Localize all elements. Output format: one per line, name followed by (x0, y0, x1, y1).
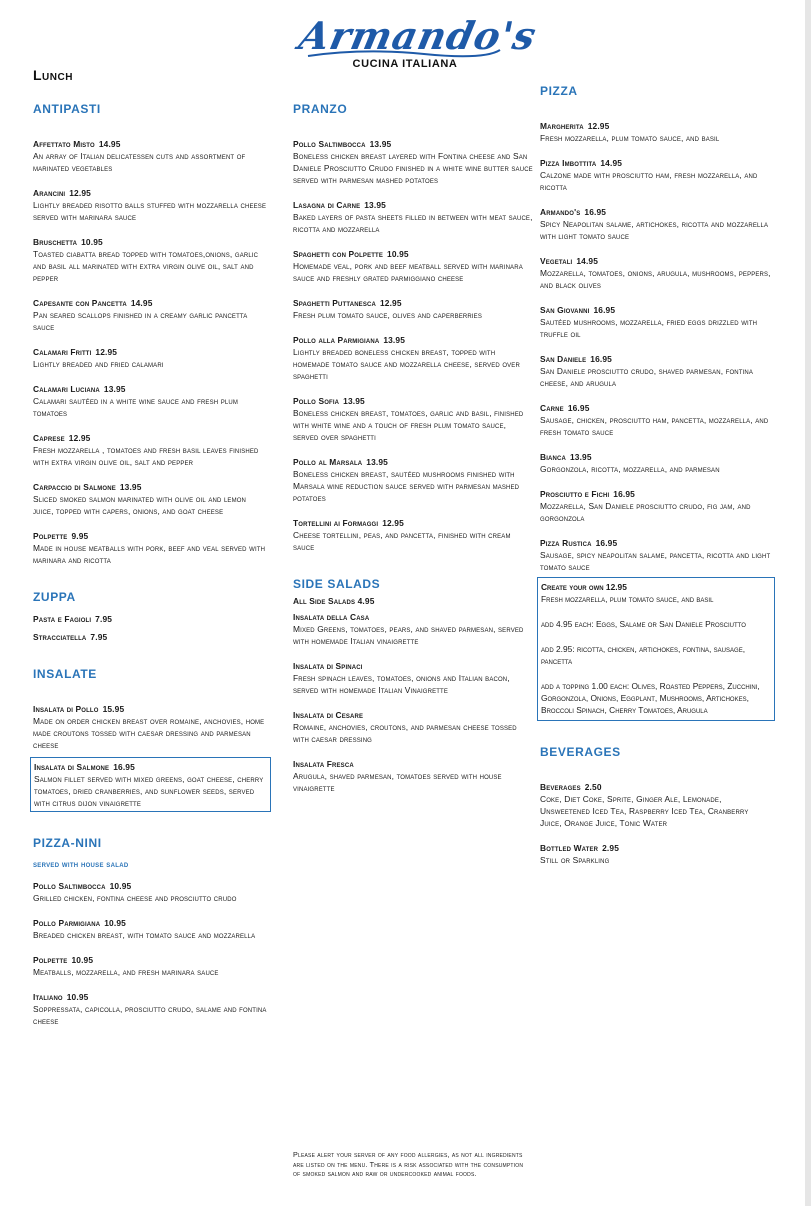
item-price: 10.95 (66, 992, 89, 1002)
item-price: 15.95 (102, 704, 125, 714)
item-name: Insalata di Pollo (33, 704, 99, 714)
item-name: Insalata di Cesare (293, 710, 364, 720)
menu-item (293, 297, 533, 321)
item-desc: Arugula, shaved parmesan, tomatoes served with house vinaigrette (293, 771, 502, 793)
item-price: 2.50 (584, 782, 602, 792)
menu-item (293, 758, 533, 794)
item-desc: Made in house meatballs with pork, beef and veal served with marinara and ricotta (33, 543, 266, 565)
item-desc: Soppressata, capicolla, prosciutto crudo, salame and fontina cheese (33, 1004, 267, 1026)
item-price: 10.95 (387, 249, 409, 259)
item-name: Pollo Parmigiana (33, 918, 101, 928)
item-desc: Mozzarella, tomatoes, onions, arugula, mushrooms, peppers, and black olives (540, 268, 771, 290)
menu-item (33, 631, 268, 643)
item-price: 14.95 (600, 158, 623, 168)
item-name: Carne (540, 403, 564, 413)
menu-item (293, 199, 533, 235)
item-desc: Still or Sparkling (540, 855, 610, 865)
item-price: 13.95 (383, 335, 406, 345)
item-desc: Coke, Diet Coke, Sprite, Ginger Ale, Lemonade, Unsweetened Iced Tea, Raspberry Iced Tea, Cranberry Juice, Orange Juice, Tonic Water (540, 794, 749, 828)
item-desc: Fresh mozzarella, plum tomato sauce, and basil (540, 133, 720, 143)
item-desc: Fresh plum tomato sauce, olives and caperberries (293, 310, 482, 320)
menu-item (293, 395, 533, 443)
item-price: 12.95 (69, 188, 91, 198)
menu-item (293, 456, 533, 504)
item-price: 9.95 (71, 531, 89, 541)
menu-column-center (293, 102, 533, 807)
menu-item (33, 613, 268, 625)
item-desc: Toasted ciabatta bread topped with tomatoes,onions, garlic and basil all marinated with extra virgin olive oil, salt and pepper (33, 249, 259, 283)
item-desc: Romaine, anchovies, croutons, and parmesan cheese tossed with caesar dressing (293, 722, 517, 744)
item-name: Bruschetta (33, 237, 78, 247)
page-heading: Lunch (33, 67, 73, 83)
item-price: 13.95 (343, 396, 365, 406)
item-name: Insalata di Spinaci (293, 661, 363, 671)
item-desc: Baked layers of pasta sheets filled in between with meat sauce, ricotta and mozzarella (293, 212, 533, 234)
item-desc: An array of Italian delicatessen cuts and assortment of marinated vegetables (33, 151, 246, 173)
antipasti-list (33, 138, 268, 566)
item-desc: Boneless chicken breast, sautéed mushrooms finished with Marsala wine reduction sauce served with parmesan mashed potatoes (293, 469, 520, 503)
item-name: Insalata Fresca (293, 759, 354, 769)
item-desc: Salmon fillet served with mixed greens, goat cheese, cherry tomatoes, dried cranberries, and sunflower seeds, served with citrus dijon vinaigrette (34, 774, 264, 808)
section-title-zuppa: ZUPPA (33, 590, 76, 604)
item-name: Tortellini ai Formaggi (293, 518, 379, 528)
section-title-antipasti: ANTIPASTI (33, 102, 101, 116)
item-name: San Daniele (540, 354, 587, 364)
menu-item (540, 255, 772, 291)
menu-item (293, 709, 533, 745)
logo-wordmark: Armando's (295, 13, 541, 58)
menu-item (33, 954, 268, 978)
item-desc: Gorgonzola, ricotta, mozzarella, and parmesan (540, 464, 720, 474)
item-name: Vegetali (540, 256, 573, 266)
section-title-insalate: INSALATE (33, 667, 97, 681)
create-your-own-base: Fresh mozzarella, plum tomato sauce, and basil (541, 594, 714, 604)
item-name: Polpette (33, 955, 68, 965)
menu-item (33, 880, 268, 904)
item-price: 13.95 (369, 139, 392, 149)
menu-item (540, 402, 772, 438)
item-name: Spaghetti con Polpette (293, 249, 384, 259)
item-name: Capesante con Pancetta (33, 298, 127, 308)
menu-item (540, 120, 772, 144)
item-price: 14.95 (130, 298, 153, 308)
item-price: 16.95 (590, 354, 612, 364)
menu-item (33, 432, 268, 468)
item-desc: Fresh mozzarella , tomatoes and fresh basil leaves finished with extra virgin olive oil, salt and pepper (33, 445, 259, 467)
item-name: Arancini (33, 188, 66, 198)
item-name: Insalata di Salmone (34, 762, 110, 772)
menu-item (540, 353, 772, 389)
item-price: 7.95 (95, 614, 113, 624)
section-note (293, 595, 533, 607)
item-desc: Spicy Neapolitan salame, artichokes, ricotta and mozzarella with light tomato sauce (540, 219, 769, 241)
item-name: Pollo Saltimbocca (33, 881, 106, 891)
item-name: Caprese (33, 433, 65, 443)
create-your-own-add-topping: add a topping 1.00 each: Olives, Roasted Peppers, Zucchini, Gorgonzola, Onions, Eggplant, Mushrooms, Artichokes, Broccoli Spinach, Cherry Tomatoes, Arugula (541, 681, 760, 715)
menu-item (540, 157, 772, 193)
create-your-own-heading (541, 581, 771, 593)
item-name: Margherita (540, 121, 584, 131)
menu-item (540, 537, 772, 573)
scrollbar-track[interactable] (805, 0, 811, 1206)
menu-item (293, 334, 533, 382)
item-desc: Calamari sautéed in a white wine sauce and fresh plum tomatoes (33, 396, 238, 418)
item-price: 10.95 (104, 918, 126, 928)
item-name: Bianca (540, 452, 566, 462)
item-price: 16.95 (613, 489, 635, 499)
item-price: 16.95 (567, 403, 590, 413)
menu-item (293, 138, 533, 186)
menu-item (540, 488, 772, 524)
item-name: Polpette (33, 531, 68, 541)
menu-item (33, 703, 268, 751)
create-your-own-add-standard: add 2.95: ricotta, chicken, artichokes, fontina, sausage, pancetta (541, 644, 746, 666)
menu-item (293, 248, 533, 284)
menu-item (293, 660, 533, 696)
item-desc: Lightly breaded boneless chicken breast, topped with homemade tomato sauce and mozzarella cheese, served over spaghetti (293, 347, 520, 381)
section-title-beverages: BEVERAGES (540, 745, 621, 759)
item-price: 7.95 (90, 632, 108, 642)
item-desc: San Daniele prosciutto crudo, shaved parmesan, fontina cheese, and arugula (540, 366, 754, 388)
item-price: 2.95 (602, 843, 620, 853)
menu-item (293, 517, 533, 553)
item-name: Carpaccio di Salmone (33, 482, 116, 492)
item-price: 10.95 (109, 881, 132, 891)
item-price: 13.95 (366, 457, 388, 467)
section-subtitle: served with house salad (33, 860, 129, 869)
item-price: 16.95 (593, 305, 616, 315)
side-salads-price-note: All Side Salads 4.95 (293, 596, 375, 606)
item-price: 10.95 (71, 955, 94, 965)
item-price: 12.95 (587, 121, 610, 131)
item-name: Lasagna di Carne (293, 200, 361, 210)
menu-item (540, 304, 772, 340)
section-title-pranzo: PRANZO (293, 102, 348, 116)
item-price: 16.95 (113, 762, 135, 772)
item-name: Affettato Misto (33, 139, 95, 149)
item-name: Prosciutto e Fichi (540, 489, 610, 499)
featured-menu-item (30, 757, 271, 812)
item-price: 12.95 (379, 298, 402, 308)
item-price: 14.95 (576, 256, 599, 266)
item-desc: Sausage, chicken, prosciutto ham, pancetta, mozzarella, and fresh tomato sauce (540, 415, 769, 437)
item-desc: Pan seared scallops finished in a creamy garlic pancetta sauce (33, 310, 248, 332)
create-your-own-box (537, 577, 775, 721)
menu-item (33, 481, 268, 517)
section-title-pizza: PIZZA (540, 84, 578, 98)
item-name: Pollo al Marsala (293, 457, 363, 467)
item-desc: Grilled chicken, fontina cheese and prosciutto crudo (33, 893, 237, 903)
item-desc: Sautéed mushrooms, mozzarella, fried eggs drizzled with truffle oil (540, 317, 758, 339)
item-name: Beverages (540, 782, 581, 792)
section-title-pizza-nini: PIZZA-NINI (33, 836, 102, 850)
item-price: 16.95 (584, 207, 607, 217)
item-desc: Boneless chicken breast layered with Fontina cheese and San Daniele Prosciutto Crudo finished in a white wine butter sauce served with parmesan mashed potatoes (293, 151, 533, 185)
item-name: Pizza Imbottita (540, 158, 597, 168)
item-price: 12.95 (95, 347, 118, 357)
restaurant-logo (295, 13, 541, 72)
menu-item (540, 451, 772, 475)
menu-item (33, 297, 268, 333)
item-name: Calamari Luciana (33, 384, 100, 394)
menu-column-right (540, 84, 772, 879)
menu-item (540, 781, 772, 829)
item-price: 12.95 (68, 433, 91, 443)
item-name: Pollo alla Parmigiana (293, 335, 380, 345)
logo-tagline: CUCINA ITALIANA (352, 58, 458, 70)
allergy-disclaimer: Please alert your server of any food allergies, as not all ingredients are listed on the menu. There is a risk associated with the consumption of smoked salmon and raw or undercooked animal foods. (293, 1150, 524, 1178)
menu-item (540, 206, 772, 242)
item-price: 14.95 (98, 139, 121, 149)
item-name: Bottled Water (540, 843, 599, 853)
item-name: Calamari Fritti (33, 347, 92, 357)
menu-item (540, 842, 772, 866)
create-your-own-add-premium: add 4.95 each: Eggs, Salame or San Daniele Prosciutto (541, 619, 746, 629)
menu-item (33, 991, 268, 1027)
menu-item (33, 138, 268, 174)
item-desc: Calzone made with prosciutto ham, fresh mozzarella, and ricotta (540, 170, 758, 192)
item-name: Pollo Sofia (293, 396, 340, 406)
item-name: Insalata della Casa (293, 612, 370, 622)
item-desc: Lightly breaded risotto balls stuffed with mozzarella cheese served with marinara sauce (33, 200, 267, 222)
item-desc: Boneless chicken breast, tomatoes, garlic and basil, finished with white wine and a touch of fresh plum tomato sauce, served over spaghetti (293, 408, 524, 442)
section-title-side-salads: SIDE SALADS (293, 577, 381, 591)
item-desc: Sliced smoked salmon marinated with olive oil and lemon juice, topped with capers, onions, and goat cheese (33, 494, 247, 516)
menu-item (33, 236, 268, 284)
item-desc: Fresh spinach leaves, tomatoes, onions and Italian bacon, served with homemade Italian Vinaigrette (293, 673, 510, 695)
menu-column-left (33, 102, 268, 1040)
item-desc: Mozzarella, San Daniele prosciutto crudo, fig jam, and gorgonzola (540, 501, 751, 523)
item-name: Pizza Rustica (540, 538, 592, 548)
item-desc: Made on order chicken breast over romaine, anchovies, home made croutons tossed with caesar dressing and parmesan cheese (33, 716, 265, 750)
item-desc: Meatballs, mozzarella, and fresh marinara sauce (33, 967, 219, 977)
item-price: 13.95 (569, 452, 592, 462)
item-price: 16.95 (595, 538, 618, 548)
menu-item (33, 346, 268, 370)
item-desc: Sausage, spicy neapolitan salame, pancetta, ricotta and light tomato sauce (540, 550, 771, 572)
create-your-own-title: Create your own 12.95 (541, 582, 627, 592)
item-price: 13.95 (103, 384, 126, 394)
item-desc: Cheese tortellini, peas, and pancetta, finished with cream sauce (293, 530, 511, 552)
item-name: Stracciatella (33, 632, 87, 642)
item-desc: Lightly breaded and fried calamari (33, 359, 164, 369)
item-name: Pollo Saltimbocca (293, 139, 366, 149)
menu-item (33, 383, 268, 419)
item-desc: Breaded chicken breast, with tomato sauce and mozzarella (33, 930, 256, 940)
menu-item (33, 530, 268, 566)
item-price: 12.95 (382, 518, 404, 528)
menu-item (33, 917, 268, 941)
item-price: 10.95 (81, 237, 103, 247)
item-desc: Mixed Greens, tomatoes, pears, and shaved parmesan, served with homemade Italian vinaigrette (293, 624, 524, 646)
menu-item (293, 611, 533, 647)
item-name: Armando's (540, 207, 581, 217)
item-name: Spaghetti Puttanesca (293, 298, 376, 308)
item-price: 13.95 (364, 200, 386, 210)
item-desc: Homemade veal, pork and beef meatball served with marinara sauce and freshly grated parmiggiano cheese (293, 261, 523, 283)
item-name: Italiano (33, 992, 63, 1002)
menu-item (33, 187, 268, 223)
item-price: 13.95 (119, 482, 142, 492)
item-name: San Giovanni (540, 305, 590, 315)
item-name: Pasta e Fagioli (33, 614, 92, 624)
